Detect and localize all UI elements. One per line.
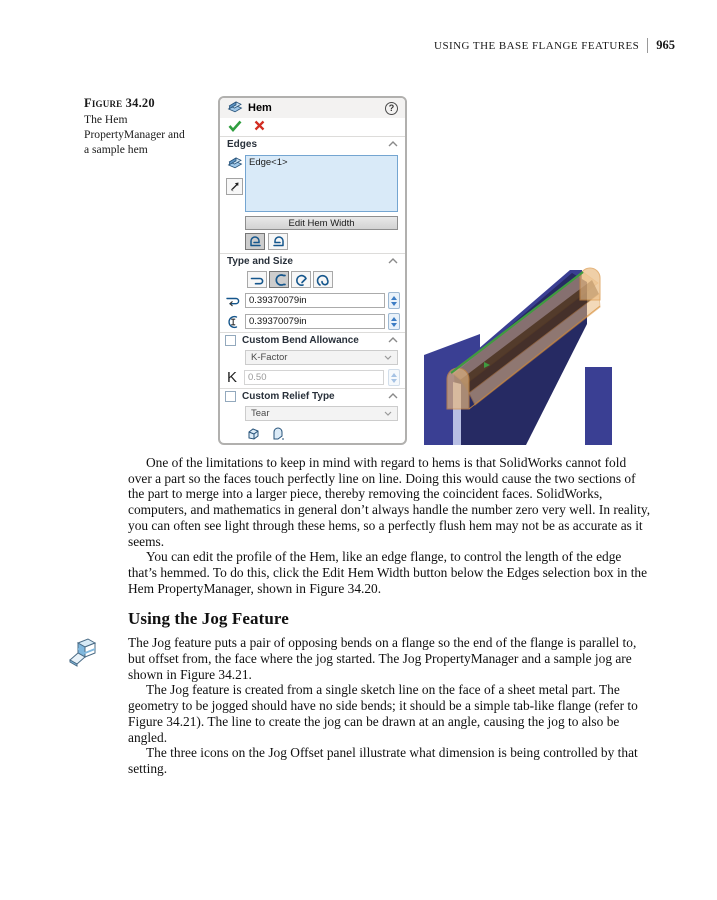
spinner-down-icon (391, 379, 397, 383)
spinner-up-icon[interactable] (391, 317, 397, 321)
collapse-chevron-icon[interactable] (388, 256, 398, 267)
figure-label: Figure 34.20 (84, 96, 155, 110)
edges-icon-column (224, 155, 245, 212)
custom-relief-type-label: Custom Relief Type (242, 391, 335, 402)
edit-hem-width-row (220, 214, 405, 230)
material-inside-icon[interactable] (245, 233, 265, 250)
custom-relief-type-header[interactable] (220, 388, 405, 404)
k-factor-field: 0.50 (244, 370, 384, 385)
edges-panel-header[interactable] (220, 136, 405, 152)
spinner-down-icon[interactable] (391, 302, 397, 306)
figure-caption-line: The Hem (84, 113, 128, 126)
hem-left-cap (447, 368, 469, 409)
open-hem-icon[interactable] (269, 271, 289, 288)
closed-hem-icon[interactable] (247, 271, 267, 288)
rectangular-relief-icon (246, 426, 261, 444)
paragraph: The three icons on the Jog Offset panel illustrate what dimension is being controlled by that setting. (128, 745, 638, 776)
material-outside-icon[interactable] (268, 233, 288, 250)
section-heading: Using the Jog Feature (128, 609, 289, 629)
spinner-down-icon[interactable] (391, 323, 397, 327)
teardrop-hem-icon[interactable] (291, 271, 311, 288)
jog-feature-margin-icon (66, 636, 100, 668)
k-factor-row (220, 367, 405, 388)
paragraph: One of the limitations to keep in mind with regard to hems is that SolidWorks cannot fold over a part so the faces touch perfectly line on line. Doing this would cause the two sections of the part to merge into a larger piece, thereby removing the coincident faces. SolidWorks, computers, and mathematics in general don’t always handle the number zero very well. In reality, you can often see light through these hems, so a perfectly flush hem may not be as accurate as it seems. (128, 455, 651, 549)
relief-icons-row (220, 423, 405, 444)
confirm-bar (220, 118, 405, 136)
collapse-chevron-icon[interactable] (388, 139, 398, 150)
hem-property-manager (218, 96, 407, 445)
paragraph: The Jog feature puts a pair of opposing bends on a flange so the end of the flange is parallel to, but offset from, the face where the jog started. The Jog PropertyManager and a sample jog are shown in Figure 34.21. (128, 635, 637, 682)
figure-caption-line: PropertyManager and (84, 128, 185, 141)
edge-selection-icon (227, 156, 243, 173)
hem-length-spinner[interactable] (388, 292, 400, 309)
hem-width-icon (224, 294, 242, 308)
dropdown-chevron-icon (384, 408, 392, 419)
paragraph: The Jog feature is created from a single sketch line on the face of a sheet metal part. The geometry to be jogged should have no side bends; it should be a simple tab-like flange (refer to Figure 34.21). The line to create the jog can be drawn at an angle, causing the jog to also be angled. (128, 682, 638, 745)
spinner-up-icon (391, 373, 397, 377)
bend-allowance-dropdown-value: K-Factor (251, 352, 288, 363)
custom-bend-allowance-header[interactable] (220, 332, 405, 348)
header-divider (647, 38, 648, 53)
custom-relief-type-checkbox[interactable] (225, 391, 236, 402)
cancel-icon[interactable] (254, 120, 265, 134)
body-text (128, 455, 652, 777)
custom-bend-allowance-label: Custom Bend Allowance (242, 335, 359, 346)
figure-caption-line: a sample hem (84, 143, 148, 156)
collapse-chevron-icon[interactable] (388, 391, 398, 402)
help-icon[interactable]: ? (385, 102, 398, 115)
edit-hem-width-button[interactable]: Edit Hem Width (245, 216, 398, 230)
hem-length-row (220, 290, 405, 311)
relief-type-dropdown-value: Tear (251, 408, 270, 419)
property-manager-titlebar (220, 98, 405, 118)
property-manager-title: Hem (248, 102, 272, 114)
type-size-panel-label: Type and Size (227, 256, 293, 267)
rolled-hem-icon[interactable] (313, 271, 333, 288)
part-right-block (585, 367, 612, 445)
dropdown-chevron-icon (384, 352, 392, 363)
hem-gap-field[interactable]: 0.39370079in (245, 314, 385, 329)
k-factor-spinner (388, 369, 400, 386)
hem-3d-preview (420, 262, 612, 445)
figure-caption (84, 96, 218, 157)
spinner-up-icon[interactable] (391, 296, 397, 300)
custom-bend-allowance-checkbox[interactable] (225, 335, 236, 346)
edges-panel-label: Edges (227, 139, 258, 150)
hem-gap-row (220, 311, 405, 332)
open-profile-arrow-icon[interactable] (226, 178, 243, 195)
paragraph: You can edit the profile of the Hem, like an edge flange, to control the length of the edge that’s hemmed. To do this, click the Edit Hem Width button below the Edges selection box in the Hem PropertyManager, shown in Figure 34.20. (128, 549, 648, 596)
hem-type-row (220, 269, 405, 290)
obround-relief-icon (270, 426, 285, 444)
hem-length-field[interactable]: 0.39370079in (245, 293, 385, 308)
page-number: 965 (656, 38, 675, 52)
type-size-panel-header[interactable] (220, 253, 405, 269)
k-factor-label: K (227, 369, 238, 386)
bend-allowance-dropdown[interactable] (245, 350, 398, 365)
hem-gap-icon (224, 315, 242, 329)
edges-selection-box[interactable] (245, 155, 398, 212)
hem-direction-row (220, 230, 405, 253)
relief-type-dropdown[interactable] (245, 406, 398, 421)
selected-edge-item[interactable]: Edge<1> (249, 157, 288, 168)
running-title: USING THE BASE FLANGE FEATURES (434, 39, 640, 52)
hem-gap-spinner[interactable] (388, 313, 400, 330)
collapse-chevron-icon[interactable] (388, 335, 398, 346)
confirm-icon[interactable] (228, 120, 242, 135)
edges-panel-body (220, 152, 405, 214)
running-head (434, 38, 675, 53)
hem-feature-icon (227, 100, 243, 117)
